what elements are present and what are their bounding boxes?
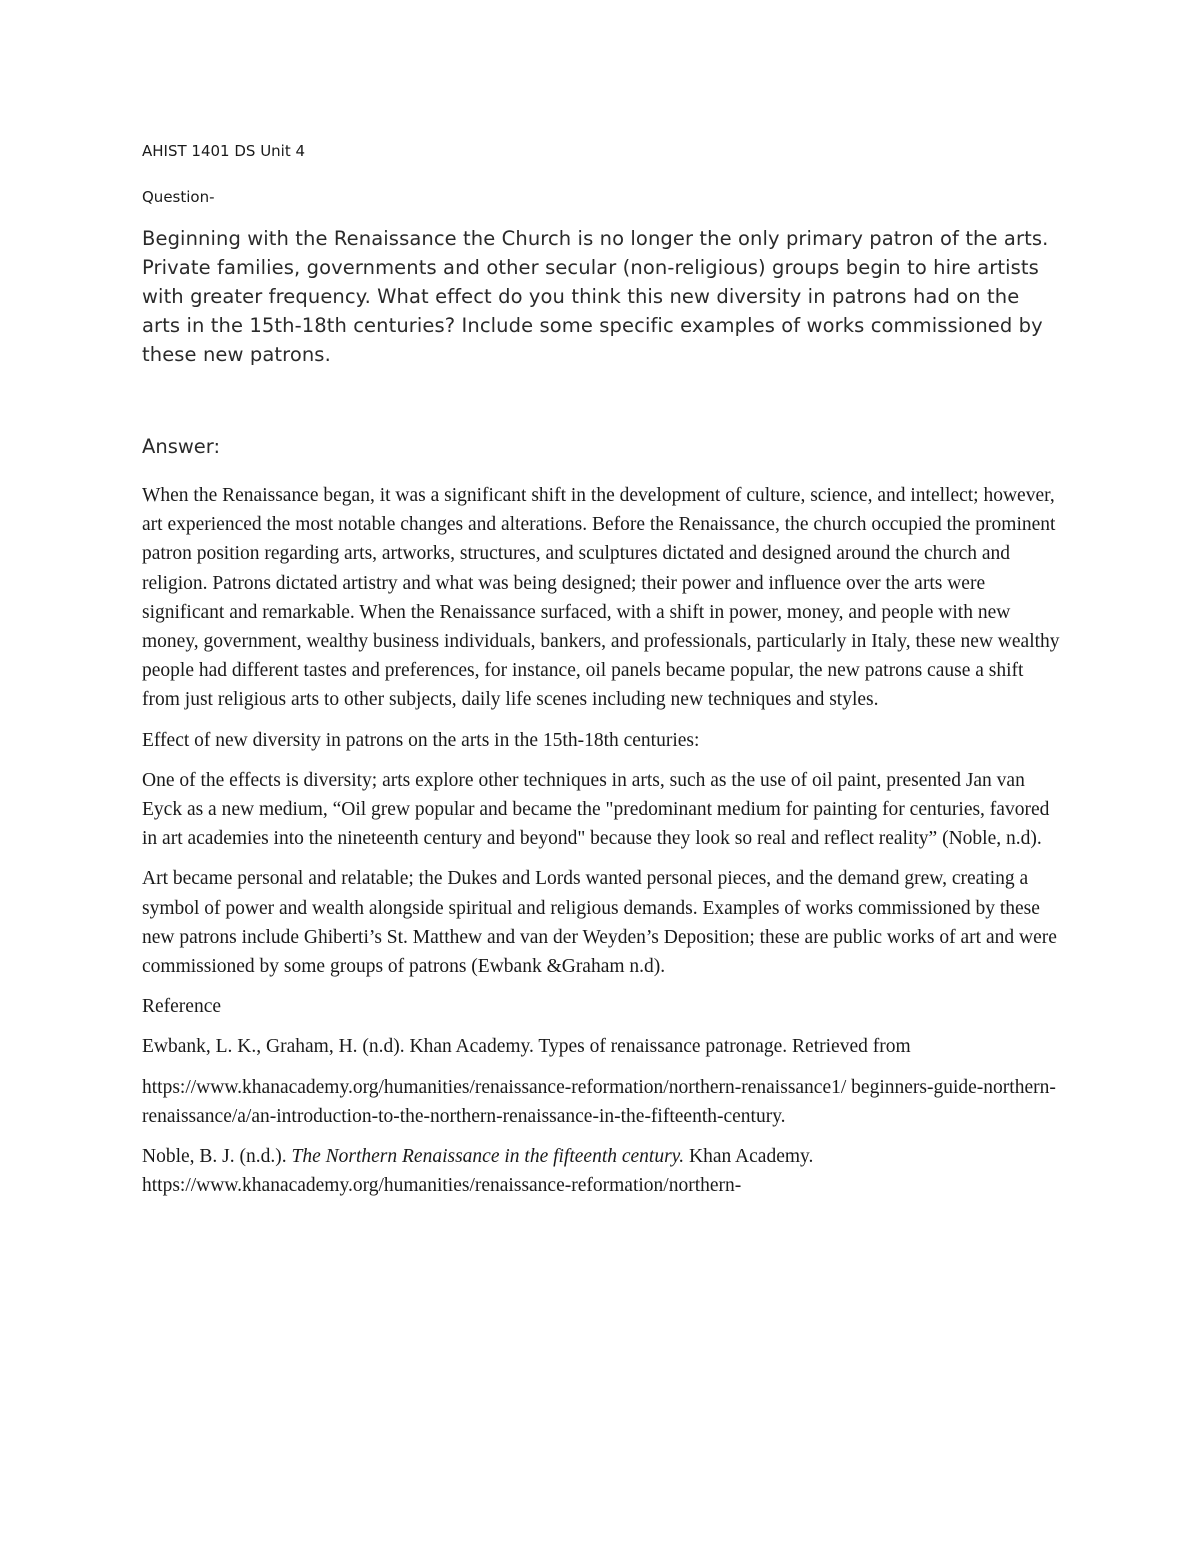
- reference-entry: [142, 1142, 1062, 1200]
- answer-paragraph: One of the effects is diversity; arts explore other techniques in arts, such as the use of oil paint, presented Jan van Eyck as a new medium, “Oil grew popular and became the "predominant medium for painting for centuries, favored in art academies into the nineteenth century and beyond" because they look so real and reflect reality” (Noble, n.d).: [142, 769, 1050, 850]
- question-label: Question-: [142, 188, 215, 206]
- reference-title: The Northern Renaissance in the fifteenth century.: [291, 1146, 685, 1168]
- reference-url[interactable]: https://www.khanacademy.org/humanities/renaissance-reformation/northern-renaissance1/ beginners-guide-northern-renaissance/a/an-introduction-to-the-northern-renaissance-in-the-fifteenth-century.: [142, 1076, 1056, 1127]
- document-title: AHIST 1401 DS Unit 4: [142, 142, 306, 160]
- reference-source: Khan Academy. https://www.khanacademy.org/humanities/renaissance-reformation/northern-: [142, 1146, 814, 1197]
- reference-entry: Ewbank, L. K., Graham, H. (n.d). Khan Academy. Types of renaissance patronage. Retrieved from: [142, 1036, 911, 1058]
- answer-label: Answer:: [142, 435, 221, 458]
- document-page: [142, 140, 1062, 1200]
- effect-heading: Effect of new diversity in patrons on the arts in the 15th-18th centuries:: [142, 729, 700, 751]
- reference-heading: Reference: [142, 996, 222, 1018]
- answer-paragraph: Art became personal and relatable; the Dukes and Lords wanted personal pieces, and the demand grew, creating a symbol of power and wealth alongside spiritual and religious demands. Examples of works commissioned by these new patrons include Ghiberti’s St. Matthew and van der Weyden’s Deposition; these are public works of art and were commissioned by some groups of patrons (Ewbank &Graham n.d).: [142, 868, 1057, 978]
- answer-paragraph: When the Renaissance began, it was a significant shift in the development of culture, science, and intellect; however, art experienced the most notable changes and alterations. Before the Renaissance, the church occupied the prominent patron position regarding arts, artworks, structures, and sculptures dictated and designed around the church and religion. Patrons dictated artistry and what was being designed; their power and influence over the arts were significant and remarkable. When the Renaissance surfaced, with a shift in power, money, and people with new money, government, wealthy business individuals, bankers, and professionals, particularly in Italy, these new wealthy people had different tastes and preferences, for instance, oil panels became popular, the new patrons cause a shift from just religious arts to other subjects, daily life scenes including new techniques and styles.: [142, 485, 1060, 711]
- reference-authors: Noble, B. J. (n.d.).: [142, 1146, 287, 1168]
- question-text: Beginning with the Renaissance the Church is no longer the only primary patron of the arts. Private families, governments and other secular (non-religious) groups begin to hire artists with greater frequency. What effect do you think this new diversity in patrons had on the arts in the 15th-18th centuries? Include some specific examples of works commissioned by these new patrons.: [142, 227, 1049, 366]
